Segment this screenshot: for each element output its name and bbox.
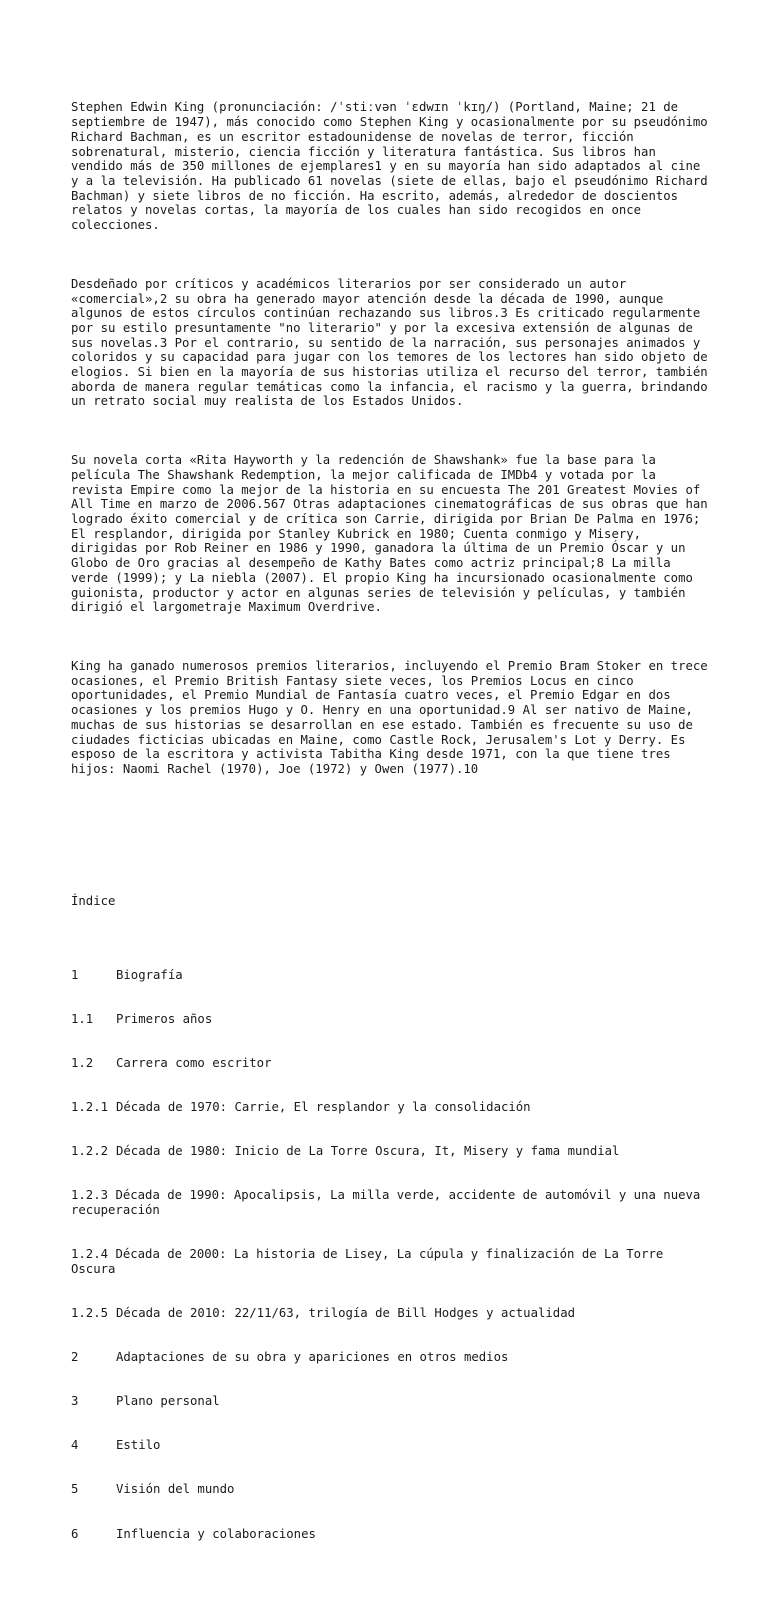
toc-item-label: Década de 1990: Apocalipsis, La milla verde, accidente de automóvil y una nueva recuperación	[71, 1188, 708, 1218]
toc-item	[71, 968, 711, 983]
toc-item-number: 5	[71, 1482, 79, 1497]
toc-title: Índice	[71, 894, 116, 909]
toc-item-number: 4	[71, 1438, 79, 1453]
toc-item-number: 1.2	[71, 1056, 94, 1071]
toc-item-label: Primeros años	[116, 1011, 213, 1026]
toc-item-label: Influencia y colaboraciones	[116, 1526, 316, 1541]
toc-item-label: Adaptaciones de su obra y apariciones en otros medios	[116, 1350, 509, 1365]
toc-item-label: Década de 1980: Inicio de La Torre Oscura, It, Misery y fama mundial	[116, 1144, 620, 1159]
document-page	[71, 71, 716, 1615]
toc-item	[71, 1482, 711, 1497]
toc-item	[71, 1188, 711, 1217]
toc-item-number: 1.1	[71, 1011, 94, 1026]
toc-item	[71, 1350, 711, 1365]
toc-item	[71, 1306, 711, 1321]
toc-item	[71, 1394, 711, 1409]
toc-item-number: 1.2.1	[71, 1100, 109, 1115]
toc-item-number: 2	[71, 1350, 79, 1365]
toc-item-label: Biografía	[116, 967, 183, 982]
toc-item-label: Estilo	[116, 1438, 161, 1453]
toc-item-label: Plano personal	[116, 1394, 220, 1409]
paragraph-criticism: Desdeñado por críticos y académicos literarios por ser considerado un autor «comercial»,2 su obra ha generado mayor atención desde la década de 1990, aunque algunos de estos círculos continúan rechazando sus libros.3 Es criticado regularmente por su estilo presuntamente "no literario" y por la excesiva extensión de algunas de sus novelas.3 Por el contrario, su sentido de la narración, sus personajes animados y coloridos y su capacidad para jugar con los temores de los lectores han sido objeto de elogios. Si bien en la mayoría de sus historias utiliza el recurso del terror, también aborda de manera regular temáticas como la infancia, el racismo y la guerra, brindando un retrato social muy realista de los Estados Unidos.	[71, 276, 716, 409]
paragraph-intro: Stephen Edwin King (pronunciación: /ˈstiːvən ˈɛdwɪn ˈkɪŋ/) (Portland, Maine; 21 de septiembre de 1947), más conocido como Stephen King y ocasionalmente por su pseudónimo Richard Bachman, es un escritor estadounidense de novelas de terror, ficción sobrenatural, misterio, ciencia ficción y literatura fantástica. Sus libros han vendido más de 350 millones de ejemplares1 y en su mayoría han sido adaptados al cine y a la televisión. Ha publicado 61 novelas (siete de ellas, bajo el pseudónimo Richard Bachman) y siete libros de no ficción. Ha escrito, además, alrededor de doscientos relatos y novelas cortas, la mayoría de los cuales han sido recogidos en once colecciones.	[71, 100, 716, 233]
toc-item	[71, 1247, 711, 1276]
toc-item-number: 6	[71, 1526, 79, 1541]
toc-item-label: Década de 2010: 22/11/63, trilogía de Bill Hodges y actualidad	[116, 1305, 576, 1320]
toc-item-number: 1.2.4	[71, 1247, 109, 1262]
toc-item-label: Visión del mundo	[116, 1482, 235, 1497]
toc-item	[71, 1056, 711, 1071]
toc-item	[71, 1012, 711, 1027]
toc-list	[71, 938, 711, 1570]
toc-item-number: 3	[71, 1394, 79, 1409]
table-of-contents	[71, 865, 711, 1600]
toc-item-number: 1.2.3	[71, 1188, 109, 1203]
toc-item	[71, 1438, 711, 1453]
toc-item	[71, 1144, 711, 1159]
toc-item-label: Década de 2000: La historia de Lisey, La cúpula y finalización de La Torre Oscura	[71, 1247, 671, 1276]
paragraph-adaptations: Su novela corta «Rita Hayworth y la redención de Shawshank» fue la base para la película The Shawshank Redemption, la mejor calificada de IMDb4 y votada por la revista Empire como la mejor de la historia en su encuesta The 201 Greatest Movies of All Time en marzo de 2006.567 Otras adaptaciones cinematográficas de sus obras que han logrado éxito comercial y de crítica son Carrie, dirigida por Brian De Palma en 1976; El resplandor, dirigida por Stanley Kubrick en 1980; Cuenta conmigo y Misery, dirigidas por Rob Reiner en 1986 y 1990, ganadora la última de un Premio Óscar y un Globo de Oro gracias al desempeño de Kathy Bates como actriz principal;8 La milla verde (1999); y La niebla (2007). El propio King ha incursionado ocasionalmente como guionista, productor y actor en algunas series de televisión y películas, y también dirigió el largometraje Maximum Overdrive.	[71, 453, 716, 615]
toc-item	[71, 1527, 711, 1542]
toc-item-number: 1.2.2	[71, 1144, 109, 1159]
toc-item-number: 1.2.5	[71, 1305, 109, 1320]
toc-item-number: 1	[71, 967, 79, 982]
toc-item-label: Década de 1970: Carrie, El resplandor y la consolidación	[116, 1100, 531, 1115]
toc-item	[71, 1100, 711, 1115]
paragraph-awards: King ha ganado numerosos premios literarios, incluyendo el Premio Bram Stoker en trece ocasiones, el Premio British Fantasy siete veces, los Premios Locus en cinco oportunidades, el Premio Mundial de Fantasía cuatro veces, el Premio Edgar en dos ocasiones y los premios Hugo y O. Henry en una oportunidad.9 Al ser nativo de Maine, muchas de sus historias se desarrollan en ese estado. También es frecuente su uso de ciudades ficticias ubicadas en Maine, como Castle Rock, Jerusalem's Lot y Derry. Es esposo de la escritora y activista Tabitha King desde 1971, con la que tiene tres hijos: Naomi Rachel (1970), Joe (1972) y Owen (1977).10	[71, 659, 716, 776]
toc-item-label: Carrera como escritor	[116, 1056, 272, 1071]
